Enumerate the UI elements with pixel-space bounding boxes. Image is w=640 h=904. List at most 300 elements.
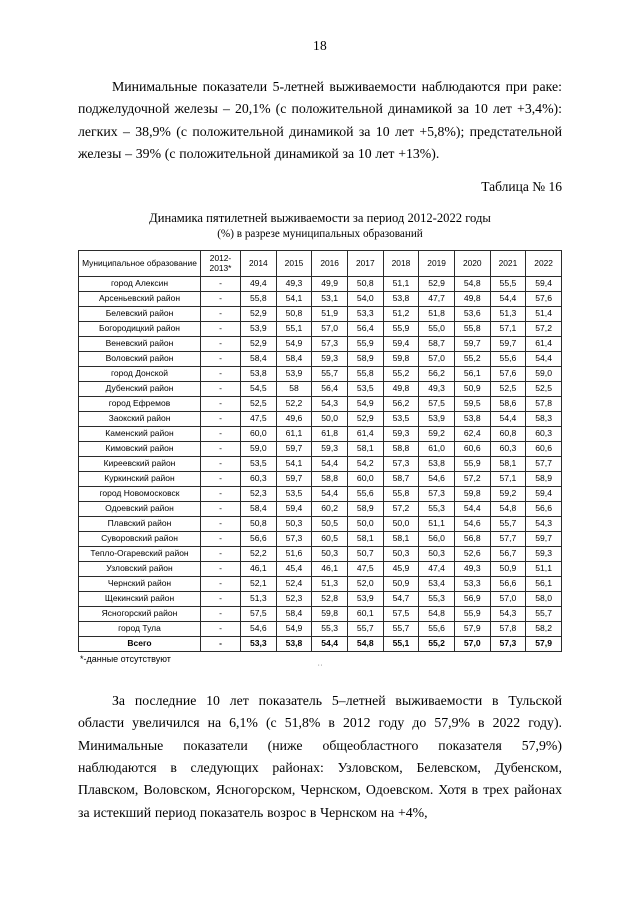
municipality-name: город Новомосковск [79,486,201,501]
table-cell: 52,9 [347,411,383,426]
table-cell: 53,4 [419,576,455,591]
table-cell: 58,9 [347,351,383,366]
table-cell: 51,1 [526,561,562,576]
table-cell: 59,8 [312,606,348,621]
table-cell: 55,2 [383,366,419,381]
municipality-name: город Донской [79,366,201,381]
table-cell: 50,9 [383,576,419,591]
table-cell: 58,1 [490,456,526,471]
table-cell: 53,8 [419,456,455,471]
table-cell: 56,6 [526,501,562,516]
column-header-2019: 2019 [419,251,455,277]
table-cell: 50,3 [276,516,312,531]
table-cell: 54,9 [347,396,383,411]
table-cell: 57,0 [419,351,455,366]
table-cell: 52,8 [312,591,348,606]
table-cell: 52,1 [241,576,277,591]
table-cell: 57,2 [454,471,490,486]
table-cell: 52,4 [276,576,312,591]
table-cell: 60,8 [490,426,526,441]
table-cell: 57,8 [490,621,526,636]
table-cell: 53,9 [276,366,312,381]
table-cell: 59,4 [383,336,419,351]
table-cell: 54,3 [526,516,562,531]
table-cell: 49,8 [454,291,490,306]
table-cell: 59,2 [419,426,455,441]
table-cell: 55,0 [419,321,455,336]
table-row [79,381,562,396]
table-cell: 50,0 [347,516,383,531]
table-cell: 61,4 [526,336,562,351]
table-cell: 58,1 [347,531,383,546]
table-cell: 50,9 [490,561,526,576]
municipality-name: город Ефремов [79,396,201,411]
table-cell: 52,5 [526,381,562,396]
municipality-name: Куркинский район [79,471,201,486]
table-cell: 55,7 [347,621,383,636]
table-cell: 51,3 [241,591,277,606]
table-cell: - [201,441,241,456]
table-cell: 60,6 [454,441,490,456]
table-cell: 51,2 [383,306,419,321]
table-cell: 56,6 [241,531,277,546]
table-row [79,426,562,441]
table-cell: 52,2 [276,396,312,411]
table-cell: - [201,591,241,606]
table-cell: 57,2 [526,321,562,336]
table-cell: - [201,336,241,351]
table-cell: 59,3 [312,441,348,456]
table-cell: 58,4 [276,351,312,366]
intro-paragraph: Минимальные показатели 5-летней выживаемости наблюдаются при раке: поджелудочной железы – 20,1% (с положительной динамикой за 10 лет +3,4%): легких – 38,9% (с положительной динамикой за 10 лет +5,8%); предстательной железы – 39% (с положительной динамикой за 10 лет +13%). [78,79,562,162]
table-cell: 54,1 [276,456,312,471]
table-cell: 49,3 [276,276,312,291]
table-label: Таблица № 16 [481,179,562,195]
table-cell: 53,8 [241,366,277,381]
table-cell: - [201,396,241,411]
table-cell: 55,8 [383,486,419,501]
table-cell: 59,3 [383,426,419,441]
table-cell: 46,1 [312,561,348,576]
table-cell: - [201,456,241,471]
column-header-municipality: Муниципальное образование [79,251,201,277]
municipality-name: Всего [79,636,201,651]
table-row [79,396,562,411]
table-cell: 56,8 [454,531,490,546]
table-cell: 54,9 [276,336,312,351]
table-cell: 60,6 [526,441,562,456]
table-cell: 50,5 [312,516,348,531]
table-cell: 58,9 [347,501,383,516]
table-cell: 54,4 [490,411,526,426]
table-cell: - [201,366,241,381]
column-header-2017: 2017 [347,251,383,277]
municipality-name: Воловский район [79,351,201,366]
table-cell: 52,6 [454,546,490,561]
table-cell: 61,1 [276,426,312,441]
table-cell: 59,4 [526,276,562,291]
table-cell: 54,9 [276,621,312,636]
table-cell: 55,8 [347,366,383,381]
table-cell: 58,3 [526,411,562,426]
table-cell: 53,5 [276,486,312,501]
municipality-name: Богородицкий район [79,321,201,336]
municipality-name: Узловский район [79,561,201,576]
table-cell: 58,7 [383,471,419,486]
table-cell: 60,3 [526,426,562,441]
table-cell: 59,4 [276,501,312,516]
column-header-2015: 2015 [276,251,312,277]
table-cell: 59,7 [454,336,490,351]
table-cell: 50,7 [347,546,383,561]
table-cell: 57,9 [454,621,490,636]
table-row [79,351,562,366]
table-cell: 54,1 [276,291,312,306]
municipality-name: Веневский район [79,336,201,351]
table-cell: 59,0 [526,366,562,381]
table-cell: 53,5 [241,456,277,471]
table-cell: 57,0 [490,591,526,606]
table-cell: 58,8 [312,471,348,486]
table-cell: 59,2 [490,486,526,501]
municipality-name: Арсеньевский район [79,291,201,306]
table-cell: 59,5 [454,396,490,411]
table-cell: 50,3 [419,546,455,561]
table-header [79,251,562,277]
table-cell: - [201,546,241,561]
table-cell: 52,3 [276,591,312,606]
municipality-name: Белевский район [79,306,201,321]
table-cell: 51,1 [383,276,419,291]
table-footnote: *-данные отсутствуют [80,653,171,664]
table-cell: 54,4 [526,351,562,366]
table-cell: 54,4 [454,501,490,516]
table-cell: - [201,471,241,486]
table-cell: 57,9 [526,636,562,651]
table-cell: 55,8 [241,291,277,306]
table-cell: 51,8 [419,306,455,321]
table-cell: 58,4 [276,606,312,621]
table-cell: - [201,411,241,426]
table-cell: 57,1 [490,471,526,486]
municipality-name: Плавский район [79,516,201,531]
table-cell: 51,3 [490,306,526,321]
table-cell: 58 [276,381,312,396]
table-cell: 57,3 [419,486,455,501]
table-cell: 54,3 [312,396,348,411]
table-cell: 55,7 [490,516,526,531]
table-body [79,276,562,651]
table-cell: 52,5 [241,396,277,411]
table-cell: - [201,306,241,321]
table-cell: 55,9 [454,606,490,621]
table-cell: 55,8 [454,321,490,336]
table-cell: 58,7 [419,336,455,351]
municipality-name: город Тула [79,621,201,636]
table-cell: 57,5 [241,606,277,621]
table-cell: 60,0 [347,471,383,486]
table-cell: 55,1 [383,636,419,651]
table-cell: 47,5 [347,561,383,576]
table-cell: 56,6 [490,576,526,591]
table-cell: 56,1 [526,576,562,591]
table-cell: 57,0 [312,321,348,336]
table-cell: 58,1 [383,531,419,546]
table-cell: 57,5 [383,606,419,621]
table-cell: 52,9 [241,336,277,351]
table-row [79,546,562,561]
table-row [79,621,562,636]
table-cell: 58,4 [241,501,277,516]
column-header-2021: 2021 [490,251,526,277]
table-cell: 57,6 [526,291,562,306]
table-cell: 50,3 [312,546,348,561]
table-cell: 54,4 [490,291,526,306]
table-row [79,516,562,531]
table-cell: 57,8 [526,396,562,411]
table-cell: 54,4 [312,456,348,471]
column-header-2022: 2022 [526,251,562,277]
table-cell: 55,6 [419,621,455,636]
table-cell: 54,2 [347,456,383,471]
table-row [79,501,562,516]
table-cell: 53,8 [276,636,312,651]
table-cell: 55,2 [454,351,490,366]
table-row [79,486,562,501]
table-cell: 57,0 [454,636,490,651]
table-cell: 53,8 [454,411,490,426]
table-cell: - [201,276,241,291]
table-cell: 53,3 [454,576,490,591]
table-cell: 55,5 [490,276,526,291]
table-cell: - [201,381,241,396]
closing-paragraph: За последние 10 лет показатель 5–летней выживаемости в Тульской области увеличился на 6,1% (с 51,8% в 2012 году до 57,9% в 2022 году). Минимальные показатели (ниже общеобластного показателя 57,9%) наблюдаются в следующих районах: Узловском, Белевском, Дубенском, Плавском, Воловском, Ясногорском, Чернском, Одоевском. Хотя в трех районах за истекший период показатель возрос в Чернском на +4%, [78,692,562,820]
table-row [79,456,562,471]
table-cell: 54,8 [490,501,526,516]
table-cell: 59,0 [241,441,277,456]
table-cell: 51,3 [312,576,348,591]
table-cell: 58,8 [383,441,419,456]
table-cell: - [201,606,241,621]
table-cell: 54,8 [347,636,383,651]
table-cell: 55,3 [419,591,455,606]
table-cell: 55,6 [347,486,383,501]
table-cell: 55,7 [526,606,562,621]
table-cell: 56,2 [383,396,419,411]
table-cell: 57,2 [383,501,419,516]
municipality-name: Тепло-Огаревский район [79,546,201,561]
table-row [79,471,562,486]
table-row [79,441,562,456]
table-cell: 56,0 [419,531,455,546]
table-cell: 56,9 [454,591,490,606]
table-cell: 55,2 [419,636,455,651]
table-cell: 49,3 [454,561,490,576]
municipality-name: Щекинский район [79,591,201,606]
table-cell: 53,9 [241,321,277,336]
municipality-name: Киреевский район [79,456,201,471]
table-cell: - [201,576,241,591]
table-cell: 54,4 [312,636,348,651]
municipality-name: Дубенский район [79,381,201,396]
table-cell: 55,1 [276,321,312,336]
table-cell: 55,9 [383,321,419,336]
table-cell: 59,3 [312,351,348,366]
municipality-name: Одоевский район [79,501,201,516]
municipality-name: Чернский район [79,576,201,591]
column-header-2018: 2018 [383,251,419,277]
table-cell: 46,1 [241,561,277,576]
table-cell: 59,3 [526,546,562,561]
municipality-name: город Алексин [79,276,201,291]
table-cell: 50,8 [276,306,312,321]
table-cell: 59,7 [490,336,526,351]
table-cell: 57,3 [490,636,526,651]
column-header-2012-2013: 2012-2013* [201,251,241,277]
table-cell: 45,9 [383,561,419,576]
table-cell: - [201,291,241,306]
table-cell: 52,2 [241,546,277,561]
table-cell: 49,3 [419,381,455,396]
table-cell: 55,9 [454,456,490,471]
table-cell: - [201,516,241,531]
table-cell: 53,9 [347,591,383,606]
table-row [79,366,562,381]
table-cell: 54,8 [454,276,490,291]
table-cell: 57,1 [490,321,526,336]
table-cell: 57,6 [490,366,526,381]
table-cell: 52,3 [241,486,277,501]
table-cell: 60,1 [347,606,383,621]
table-cell: 58,4 [241,351,277,366]
table-cell: - [201,426,241,441]
municipality-name: Суворовский район [79,531,201,546]
table-row [79,336,562,351]
table-cell: 61,0 [419,441,455,456]
table-cell: 60,2 [312,501,348,516]
table-cell: 58,1 [347,441,383,456]
page-artifact-mark: ˙˙ [317,662,323,672]
table-cell: - [201,321,241,336]
table-cell: 49,6 [276,411,312,426]
table-cell: 53,8 [383,291,419,306]
table-row [79,561,562,576]
table-cell: 54,6 [454,516,490,531]
spacer [78,672,562,690]
table-row [79,306,562,321]
table-cell: 61,4 [347,426,383,441]
table-cell: 53,3 [347,306,383,321]
table-cell: 52,0 [347,576,383,591]
table-cell: 47,5 [241,411,277,426]
table-cell: - [201,351,241,366]
table-cell: 50,3 [383,546,419,561]
table-row [79,291,562,306]
table-row [79,531,562,546]
table-cell: 47,7 [419,291,455,306]
table-cell: 55,3 [419,501,455,516]
table-cell: 54,3 [490,606,526,621]
table-cell: 59,4 [526,486,562,501]
table-cell: 53,1 [312,291,348,306]
table-cell: 57,5 [419,396,455,411]
table-cell: - [201,531,241,546]
table-cell: 56,2 [419,366,455,381]
table-cell: 59,7 [276,441,312,456]
column-header-2020: 2020 [454,251,490,277]
table-cell: 61,8 [312,426,348,441]
column-header-2016: 2016 [312,251,348,277]
table-cell: 54,6 [419,471,455,486]
table-cell: 58,6 [490,396,526,411]
table-cell: 50,0 [383,516,419,531]
table-row [79,606,562,621]
table-cell: 56,7 [490,546,526,561]
table-cell: 59,7 [276,471,312,486]
table-cell: 59,8 [454,486,490,501]
table-cell: 60,3 [490,441,526,456]
table-header-row [79,251,562,277]
table-cell: 59,8 [383,351,419,366]
table-cell: 51,4 [526,306,562,321]
table-cell: 57,7 [526,456,562,471]
table-cell: 45,4 [276,561,312,576]
table-subtitle: (%) в разрезе муниципальных образований [217,228,423,241]
table-cell: - [201,561,241,576]
municipality-name: Заокский район [79,411,201,426]
table-cell: 55,9 [347,336,383,351]
table-cell: - [201,486,241,501]
table-cell: 60,0 [241,426,277,441]
table-cell: 47,4 [419,561,455,576]
table-cell: 53,5 [347,381,383,396]
table-cell: 60,5 [312,531,348,546]
table-title: Динамика пятилетней выживаемости за период 2012-2022 годы [149,211,491,226]
table-cell: 54,7 [383,591,419,606]
municipality-name: Кимовский район [79,441,201,456]
table-cell: 57,7 [490,531,526,546]
table-cell: 50,0 [312,411,348,426]
table-cell: 58,2 [526,621,562,636]
table-cell: 53,5 [383,411,419,426]
table-row [79,636,562,651]
municipality-name: Ясногорский район [79,606,201,621]
table-cell: 55,3 [312,621,348,636]
table-cell: 54,5 [241,381,277,396]
table-cell: 53,3 [241,636,277,651]
page-number: 18 [313,38,327,53]
table-row [79,591,562,606]
survival-dynamics-table [78,250,562,652]
table-cell: 62,4 [454,426,490,441]
table-cell: 50,8 [347,276,383,291]
column-header-2014: 2014 [241,251,277,277]
table-cell: 55,7 [383,621,419,636]
table-row [79,321,562,336]
table-cell: 55,7 [312,366,348,381]
table-cell: 53,9 [419,411,455,426]
table-cell: 52,5 [490,381,526,396]
table-cell: 56,1 [454,366,490,381]
table-cell: 49,8 [383,381,419,396]
table-row [79,576,562,591]
table-cell: 57,3 [312,336,348,351]
table-cell: 58,0 [526,591,562,606]
table-cell: 54,0 [347,291,383,306]
table-cell: - [201,501,241,516]
table-cell: 54,6 [241,621,277,636]
table-cell: 54,8 [419,606,455,621]
